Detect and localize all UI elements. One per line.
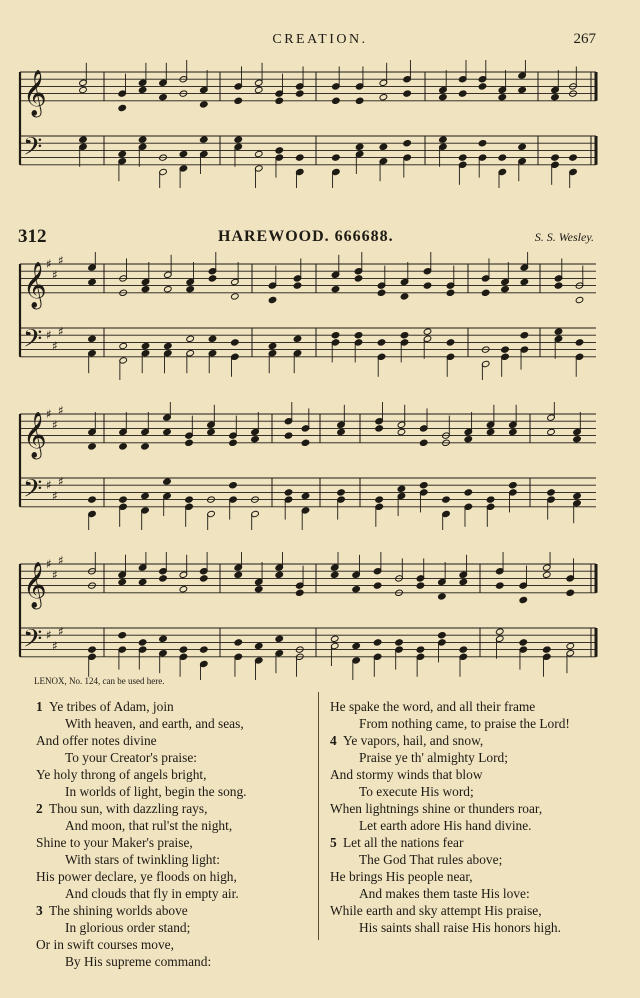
verse-line <box>36 902 247 919</box>
note-head <box>118 632 127 639</box>
note-head <box>379 143 388 150</box>
verse-line <box>36 749 247 766</box>
verse-line <box>36 715 247 732</box>
verse-number: 3 <box>36 903 43 918</box>
page-number: 267 <box>573 31 596 47</box>
verse-line <box>36 868 247 885</box>
note-head <box>509 428 518 435</box>
note-head <box>377 289 386 296</box>
verse-number: 4 <box>330 733 337 748</box>
note-head <box>179 150 188 157</box>
note-head <box>438 632 447 639</box>
note-head <box>575 296 584 303</box>
verse-line <box>330 851 570 868</box>
note-head <box>554 328 563 335</box>
treble-clef: 𝄞 <box>23 411 47 458</box>
grand-staff <box>0 552 640 680</box>
sharp-sign: ♯ <box>58 553 64 568</box>
note-head <box>478 140 487 147</box>
verse-text: He spake the word, and all their frame <box>330 699 536 714</box>
note-head <box>163 478 172 485</box>
note-head <box>458 154 467 161</box>
note-head <box>438 593 447 600</box>
note-head <box>481 289 490 296</box>
note-head <box>573 436 582 443</box>
note-head <box>200 101 209 108</box>
note-head <box>200 575 209 582</box>
note-head <box>138 136 147 143</box>
verse-line <box>330 919 570 936</box>
verse-line <box>330 732 570 749</box>
verse-number: 2 <box>36 801 43 816</box>
note-head <box>141 286 150 293</box>
verse-text: In worlds of light, begin the song. <box>65 784 247 799</box>
note-head <box>498 94 507 101</box>
alternate-tune-note: LENOX, No. 124, can be used here. <box>34 676 165 686</box>
verse-line <box>330 698 570 715</box>
note-head <box>284 432 293 439</box>
sharp-sign: ♯ <box>46 257 52 271</box>
note-head <box>501 286 510 293</box>
note-head <box>501 346 510 353</box>
note-head <box>138 86 147 93</box>
note-head <box>355 97 364 104</box>
note-head <box>234 136 243 143</box>
bass-staff <box>20 328 596 357</box>
verse-text: And moon, that rul'st the night, <box>65 818 233 833</box>
verse-text: When lightnings shine or thunders roar, <box>330 801 543 816</box>
note-head <box>542 571 551 578</box>
note-head <box>293 335 302 342</box>
verse-line <box>36 834 247 851</box>
bass-clef: 𝄢 <box>23 624 43 660</box>
note-head <box>141 492 150 499</box>
music-system-previous-hymn-ending <box>0 60 640 188</box>
note-head <box>464 489 473 496</box>
note-head <box>179 646 188 653</box>
verse-line <box>36 800 247 817</box>
hymn-number: 312 <box>18 226 47 247</box>
note-head <box>88 496 97 503</box>
treble-staff <box>20 264 596 293</box>
note-head <box>254 86 263 93</box>
note-head <box>416 646 425 653</box>
note-head <box>88 646 97 653</box>
sharp-sign: ♯ <box>58 403 64 418</box>
note-head <box>119 443 128 450</box>
sharp-sign: ♯ <box>52 339 58 353</box>
verse-text: Let earth adore His hand divine. <box>359 818 532 833</box>
note-head <box>403 90 412 97</box>
sharp-sign: ♯ <box>52 489 58 503</box>
sharp-sign: ♯ <box>46 407 52 421</box>
sharp-sign: ♯ <box>46 328 52 343</box>
note-head <box>185 496 194 503</box>
note-head <box>446 339 455 346</box>
verse-text: From nothing came, to praise the Lord! <box>359 716 570 731</box>
note-head <box>551 154 560 161</box>
note-head <box>234 97 243 104</box>
note-head <box>518 143 527 150</box>
verse-text: He brings His people near, <box>330 869 473 884</box>
sharp-sign: ♯ <box>58 474 64 489</box>
verse-number: 1 <box>36 699 43 714</box>
note-head <box>395 639 404 646</box>
note-head <box>519 639 528 646</box>
sharp-sign: ♯ <box>46 628 52 643</box>
note-head <box>79 136 88 143</box>
note-head <box>207 428 216 435</box>
running-title: CREATION. <box>272 32 368 47</box>
note-head <box>520 278 529 285</box>
note-head <box>229 482 238 489</box>
verse-text: And offer notes divine <box>36 733 157 748</box>
treble-clef: 𝄞 <box>23 69 47 116</box>
sharp-sign: ♯ <box>58 253 64 268</box>
note-head <box>88 278 97 285</box>
note-head <box>355 143 364 150</box>
note-head <box>159 635 168 642</box>
verse-line <box>330 800 570 817</box>
note-head <box>519 596 528 603</box>
note-head <box>301 492 310 499</box>
note-head <box>337 428 346 435</box>
verse-line <box>36 732 247 749</box>
note-head <box>498 154 507 161</box>
note-head <box>88 335 97 342</box>
grand-staff <box>0 252 640 380</box>
verse-line <box>330 885 570 902</box>
note-head <box>423 282 432 289</box>
note-head <box>397 428 406 435</box>
verse-text: And clouds that fly in empty air. <box>65 886 239 901</box>
verse-line <box>36 817 247 834</box>
note-head <box>566 642 575 649</box>
note-head <box>458 90 467 97</box>
verse-text: Or in swift courses move, <box>36 937 174 952</box>
note-head <box>495 582 504 589</box>
note-head <box>268 342 277 349</box>
note-head <box>231 293 240 300</box>
note-head <box>331 332 340 339</box>
note-head <box>375 425 384 432</box>
note-head <box>254 150 263 157</box>
note-head <box>293 282 302 289</box>
verse-text: His power declare, ye floods on high, <box>36 869 237 884</box>
verse-text: Thou sun, with dazzling rays, <box>49 801 208 816</box>
music-system-2 <box>0 402 640 530</box>
note-head <box>375 496 384 503</box>
sharp-sign: ♯ <box>52 639 58 653</box>
verse-line <box>36 766 247 783</box>
verse-text: Let all the nations fear <box>343 835 464 850</box>
note-head <box>566 589 575 596</box>
note-head <box>486 496 495 503</box>
note-head <box>352 642 361 649</box>
note-head <box>397 485 406 492</box>
verse-number: 5 <box>330 835 337 850</box>
verse-line <box>330 817 570 834</box>
treble-staff <box>20 72 596 101</box>
verse-line <box>36 783 247 800</box>
verse-line <box>330 783 570 800</box>
sharp-sign: ♯ <box>58 624 64 639</box>
note-head <box>330 571 339 578</box>
verse-line <box>330 868 570 885</box>
verse-line <box>36 885 247 902</box>
note-head <box>275 571 284 578</box>
note-head <box>518 86 527 93</box>
music-system-3 <box>0 552 640 680</box>
note-head <box>442 496 451 503</box>
note-head <box>569 154 578 161</box>
note-head <box>251 436 260 443</box>
note-head <box>200 136 209 143</box>
note-head <box>332 154 341 161</box>
bass-clef: 𝄢 <box>23 474 43 510</box>
note-head <box>542 646 551 653</box>
note-head <box>464 436 473 443</box>
grand-staff <box>0 60 640 188</box>
note-head <box>231 339 240 346</box>
verse-text: Shine to your Maker's praise, <box>36 835 193 850</box>
verse-line <box>330 715 570 732</box>
verse-line <box>330 749 570 766</box>
verse-line <box>36 953 247 970</box>
note-head <box>354 332 363 339</box>
bass-clef: 𝄢 <box>23 132 43 168</box>
treble-clef: 𝄞 <box>23 261 47 308</box>
note-head <box>509 482 518 489</box>
note-head <box>254 642 263 649</box>
note-head <box>547 489 556 496</box>
verses-left-column <box>36 698 247 970</box>
verse-text: With heaven, and earth, and seas, <box>65 716 244 731</box>
note-head <box>478 83 487 90</box>
note-head <box>295 589 304 596</box>
note-head <box>119 342 128 349</box>
note-head <box>138 578 147 585</box>
note-head <box>330 635 339 642</box>
note-head <box>295 90 304 97</box>
verse-text: With stars of twinkling light: <box>65 852 220 867</box>
note-head <box>486 428 495 435</box>
verse-line <box>330 834 570 851</box>
sharp-sign: ♯ <box>46 478 52 493</box>
note-head <box>331 286 340 293</box>
verse-text: Ye tribes of Adam, join <box>49 699 174 714</box>
note-head <box>185 439 194 446</box>
bass-staff <box>20 136 596 165</box>
note-head <box>118 150 127 157</box>
note-head <box>419 439 428 446</box>
note-head <box>284 489 293 496</box>
hymn-header <box>0 226 640 250</box>
note-head <box>575 339 584 346</box>
note-head <box>208 335 217 342</box>
note-head <box>547 428 556 435</box>
music-system-1 <box>0 252 640 380</box>
verse-text: Praise ye th' almighty Lord; <box>359 750 508 765</box>
note-head <box>352 586 361 593</box>
note-head <box>234 639 243 646</box>
note-head <box>459 646 468 653</box>
note-head <box>254 586 263 593</box>
note-head <box>159 575 168 582</box>
bass-staff <box>20 628 596 657</box>
verse-line <box>330 902 570 919</box>
note-head <box>377 339 386 346</box>
note-head <box>118 104 127 111</box>
note-head <box>88 443 97 450</box>
note-head <box>439 94 448 101</box>
note-head <box>234 571 243 578</box>
verse-line <box>36 936 247 953</box>
verse-text: And stormy winds that blow <box>330 767 483 782</box>
note-head <box>419 482 428 489</box>
verse-line <box>330 766 570 783</box>
note-head <box>295 154 304 161</box>
verse-text: To your Creator's praise: <box>65 750 197 765</box>
note-head <box>275 635 284 642</box>
note-head <box>554 282 563 289</box>
sharp-sign: ♯ <box>52 417 58 432</box>
verse-text: While earth and sky attempt His praise, <box>330 903 542 918</box>
note-head <box>119 496 128 503</box>
verse-text: His saints shall raise His honors high. <box>359 920 561 935</box>
note-head <box>373 639 382 646</box>
note-head <box>268 296 277 303</box>
note-head <box>551 94 560 101</box>
verse-text: By His supreme command: <box>65 954 212 969</box>
note-head <box>337 489 346 496</box>
verse-text: Ye vapors, hail, and snow, <box>343 733 484 748</box>
note-head <box>332 97 341 104</box>
verse-text: The shining worlds above <box>49 903 188 918</box>
sharp-sign: ♯ <box>52 267 58 282</box>
column-divider <box>318 692 319 940</box>
note-head <box>208 275 217 282</box>
note-head <box>416 582 425 589</box>
note-head <box>138 639 147 646</box>
verse-line <box>36 698 247 715</box>
note-head <box>186 335 195 342</box>
verse-text: The God That rules above; <box>359 852 503 867</box>
sharp-sign: ♯ <box>52 567 58 582</box>
verse-text: In glorious order stand; <box>65 920 191 935</box>
verse-line <box>36 919 247 936</box>
bass-clef: 𝄢 <box>23 324 43 360</box>
note-head <box>301 439 310 446</box>
note-head <box>275 97 284 104</box>
verse-text: To execute His word; <box>359 784 474 799</box>
verse-text: And makes them taste His love: <box>359 886 530 901</box>
note-head <box>79 86 88 93</box>
note-head <box>118 578 127 585</box>
note-head <box>275 147 284 154</box>
note-head <box>446 289 455 296</box>
note-head <box>495 628 504 635</box>
composer-name: S. S. Wesley. <box>534 230 594 244</box>
sharp-sign: ♯ <box>58 324 64 339</box>
grand-staff <box>0 402 640 530</box>
verse-text: Ye holy throng of angels bright, <box>36 767 207 782</box>
note-head <box>159 94 168 101</box>
verse-line <box>36 851 247 868</box>
note-head <box>179 586 188 593</box>
tune-title: HAREWOOD. 666688. <box>218 228 394 245</box>
sharp-sign: ♯ <box>46 557 52 571</box>
note-head <box>229 439 238 446</box>
note-head <box>439 136 448 143</box>
note-head <box>164 286 173 293</box>
note-head <box>163 428 172 435</box>
note-head <box>403 140 412 147</box>
note-head <box>520 332 529 339</box>
treble-staff <box>20 564 596 593</box>
note-head <box>379 94 388 101</box>
note-head <box>400 332 409 339</box>
note-head <box>400 293 409 300</box>
note-head <box>459 578 468 585</box>
note-head <box>200 646 209 653</box>
treble-clef: 𝄞 <box>23 561 47 608</box>
note-head <box>573 492 582 499</box>
note-head <box>354 275 363 282</box>
verses-right-column <box>330 698 570 936</box>
note-head <box>164 342 173 349</box>
note-head <box>141 443 150 450</box>
note-head <box>423 328 432 335</box>
note-head <box>141 342 150 349</box>
note-head <box>373 582 382 589</box>
note-head <box>186 286 195 293</box>
